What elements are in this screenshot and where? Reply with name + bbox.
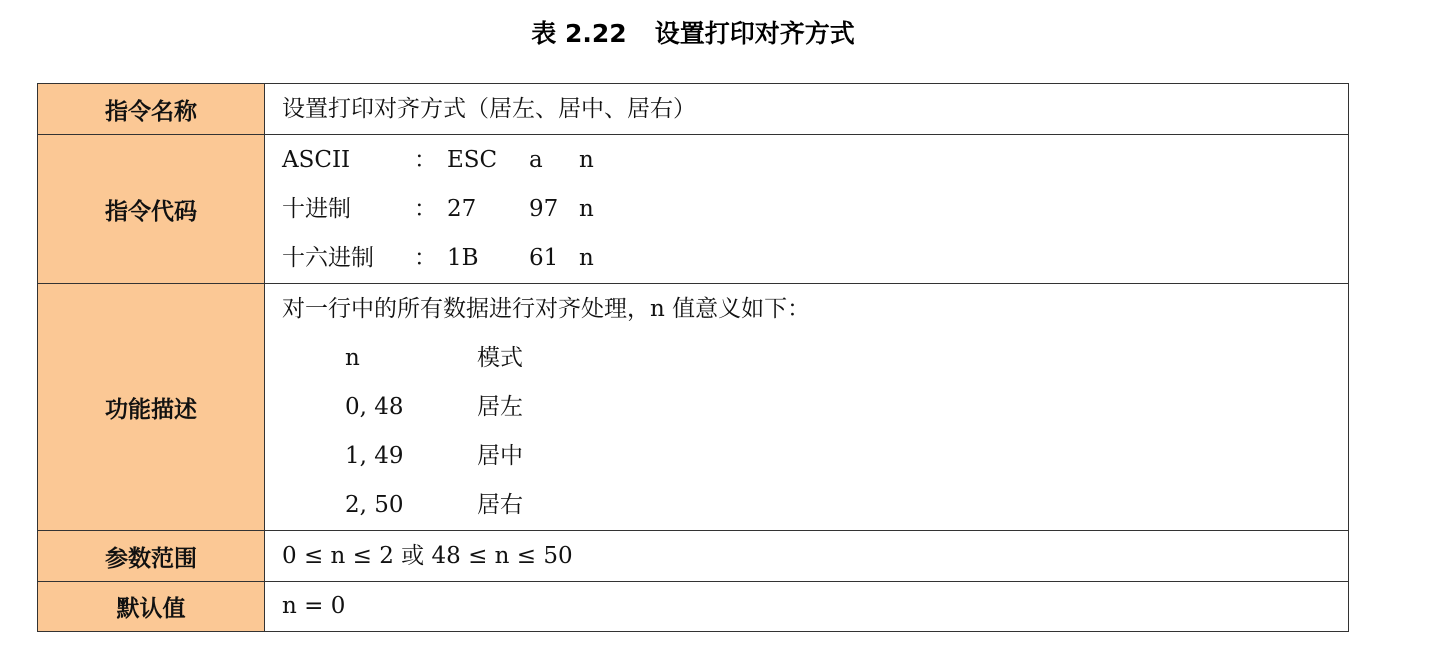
value-command-code	[265, 135, 1349, 284]
code-byte-1: 1B	[447, 245, 479, 271]
value-command-name	[265, 84, 1349, 135]
default-value-text: n = 0	[282, 593, 346, 619]
value-default	[265, 582, 1349, 632]
mode-row-right	[282, 481, 1348, 530]
parameter-range-text: 0 ≤ n ≤ 2 或 48 ≤ n ≤ 50	[282, 543, 573, 569]
mode-header-mode: 模式	[477, 345, 523, 371]
code-byte-3: n	[579, 147, 594, 173]
mode-row-left	[282, 383, 1348, 432]
command-name-text: 设置打印对齐方式（居左、居中、居右）	[282, 96, 696, 122]
code-byte-1: ESC	[447, 147, 498, 173]
mode-row-center	[282, 432, 1348, 481]
code-byte-2: 61	[529, 245, 559, 271]
label-parameter-range: 参数范围	[38, 531, 265, 582]
code-colon: ：	[414, 196, 437, 222]
code-byte-1: 27	[447, 196, 477, 222]
mode-label: 居左	[477, 394, 523, 420]
table-caption	[0, 14, 1386, 50]
code-byte-3: n	[579, 196, 594, 222]
table-row-default	[38, 582, 1349, 632]
table-row-range	[38, 531, 1349, 582]
code-byte-2: a	[529, 147, 543, 173]
table-row-description	[38, 284, 1349, 531]
code-line-hex	[282, 234, 1348, 283]
mode-label: 居中	[477, 443, 523, 469]
label-default-value: 默认值	[38, 582, 265, 632]
label-command-name: 指令名称	[38, 84, 265, 135]
code-byte-2: 97	[529, 196, 559, 222]
mode-label: 居右	[477, 492, 523, 518]
mode-value: 2, 50	[345, 492, 404, 518]
table-title: 设置打印对齐方式	[654, 19, 855, 48]
table-row-code	[38, 135, 1349, 284]
table-row-name	[38, 84, 1349, 135]
mode-value: 0, 48	[345, 394, 404, 420]
description-intro: 对一行中的所有数据进行对齐处理，n 值意义如下：	[282, 296, 811, 322]
value-parameter-range	[265, 531, 1349, 582]
code-type: 十进制	[282, 196, 351, 222]
mode-value: 1, 49	[345, 443, 404, 469]
code-type: ASCII	[282, 147, 351, 173]
label-function-description: 功能描述	[38, 284, 265, 531]
code-colon: ：	[414, 245, 437, 271]
mode-header-n: n	[345, 345, 360, 371]
label-command-code: 指令代码	[38, 135, 265, 284]
mode-header	[282, 334, 1348, 383]
table-number: 表 2.22	[531, 19, 627, 48]
code-colon: ：	[414, 147, 437, 173]
value-function-description	[265, 284, 1349, 531]
command-table	[37, 83, 1349, 632]
code-line-ascii	[282, 135, 1348, 185]
code-line-decimal	[282, 185, 1348, 234]
code-type: 十六进制	[282, 245, 374, 271]
code-byte-3: n	[579, 245, 594, 271]
